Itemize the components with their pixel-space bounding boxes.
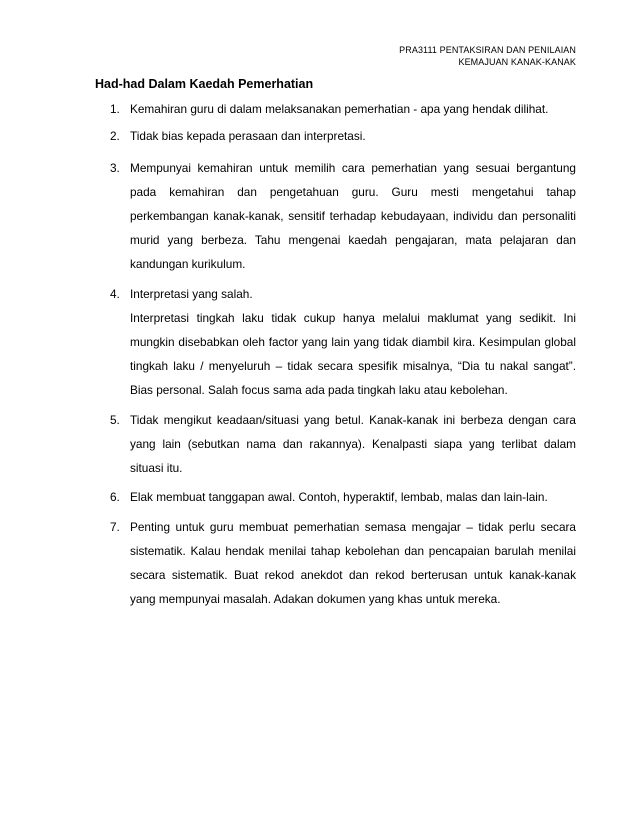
item-number: 6. (110, 490, 120, 504)
section-title: Had-had Dalam Kaedah Pemerhatian (95, 77, 314, 91)
list-item (110, 129, 576, 144)
item-number: 1. (110, 102, 120, 116)
item-number: 5. (110, 413, 120, 427)
item-text: Kemahiran guru di dalam melaksanakan pemerhatian - apa yang hendak dilihat. (130, 102, 549, 116)
item-text: Tidak mengikut keadaan/situasi yang betul. Kanak-kanak ini berbeza dengan cara yang lain (sebutkan nama dan rakannya). Kenalpasti siapa yang terlibat dalam situasi itu. (130, 413, 576, 475)
list-item (110, 408, 576, 480)
item-number: 7. (110, 520, 120, 534)
list-item (110, 282, 576, 402)
item-text: Penting untuk guru membuat pemerhatian semasa mengajar – tidak perlu secara sistematik. Kalau hendak menilai tahap kebolehan dan pencapaian barulah menilai secara sistematik. Buat rekod anekdot dan rekod berterusan untuk kanak-kanak yang mempunyai masalah. Adakan dokumen yang khas untuk mereka. (130, 520, 576, 606)
item-text: Mempunyai kemahiran untuk memilih cara pemerhatian yang sesuai bergantung pada kemahiran dan pengetahuan guru. Guru mesti mengetahui tahap perkembangan kanak-kanak, sensitif terhadap kebudayaan, individu dan personaliti murid yang berbeza. Tahu mengenai kaedah pengajaran, mata pelajaran dan kandungan kurikulum. (130, 161, 576, 271)
list-item (110, 156, 576, 276)
item-heading: Interpretasi yang salah. (130, 287, 253, 301)
document-header (399, 44, 576, 68)
item-number: 4. (110, 287, 120, 301)
item-number: 2. (110, 129, 120, 143)
limitations-list (110, 102, 576, 611)
item-number: 3. (110, 161, 120, 175)
list-item (110, 515, 576, 611)
list-item (110, 490, 576, 505)
header-course-subtitle: KEMAJUAN KANAK-KANAK (458, 57, 576, 67)
item-text: Interpretasi tingkah laku tidak cukup hanya melalui maklumat yang sedikit. Ini mungkin disebabkan oleh factor yang lain yang tidak diambil kira. Kesimpulan global tingkah laku / menyeluruh – tidak secara spesifik misalnya, “Dia tu nakal sangat”. Bias personal. Salah focus sama ada pada tingkah laku atau kebolehan. (130, 311, 576, 397)
item-text: Elak membuat tanggapan awal. Contoh, hyperaktif, lembab, malas dan lain-lain. (130, 490, 548, 504)
item-text: Tidak bias kepada perasaan dan interpretasi. (130, 129, 366, 143)
header-course-code: PRA3111 PENTAKSIRAN DAN PENILAIAN (399, 45, 576, 55)
list-item (110, 102, 576, 117)
